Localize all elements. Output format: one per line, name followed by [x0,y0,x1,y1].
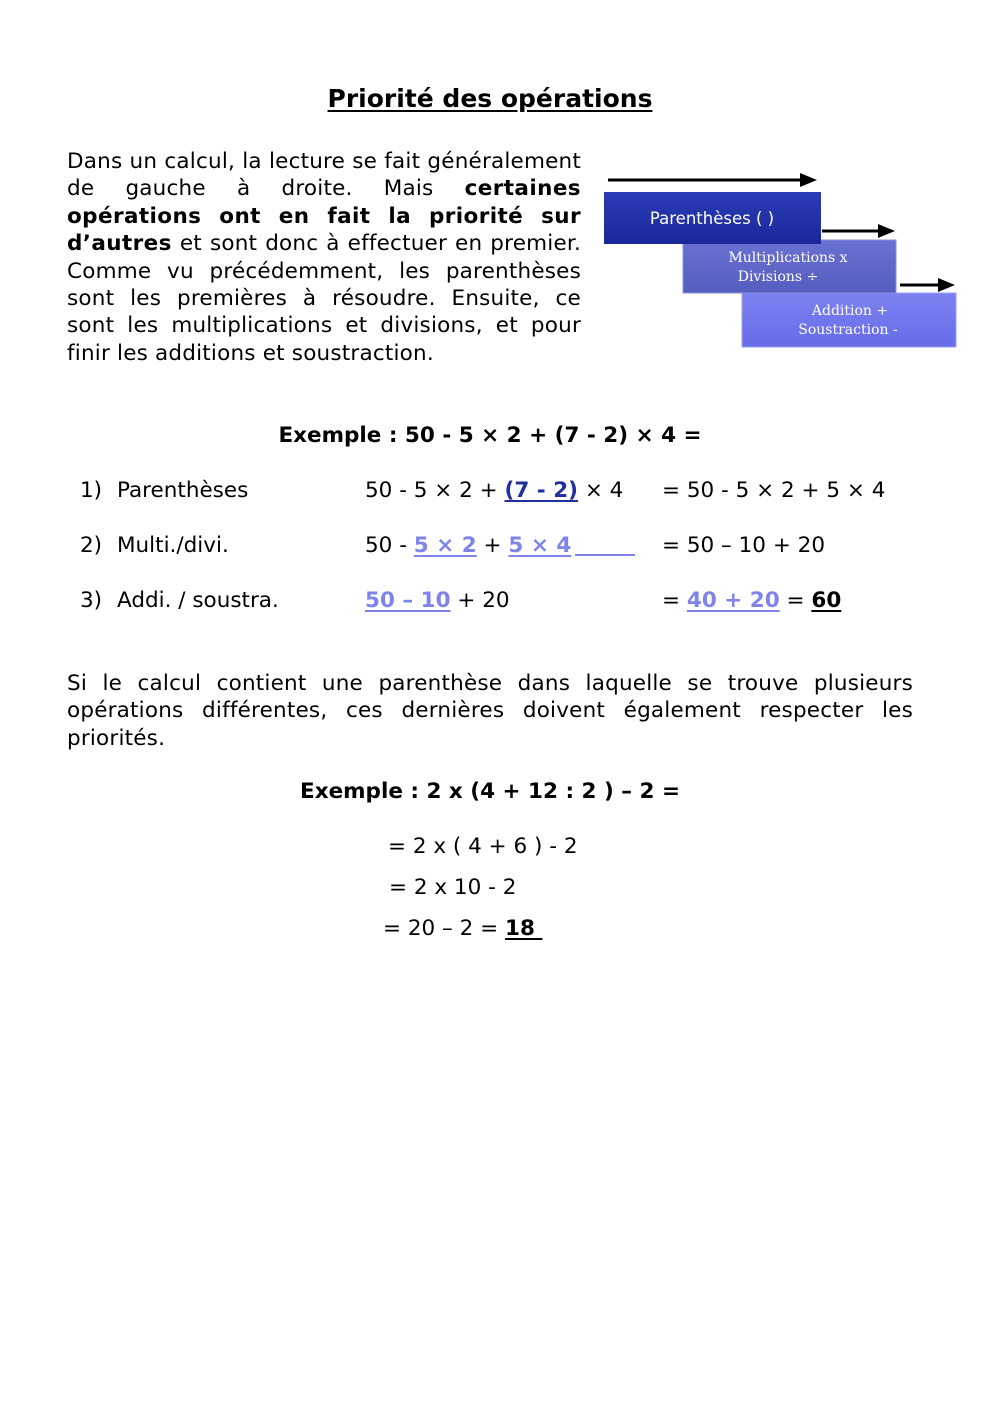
example2-title: Exemple : 2 x (4 + 12 : 2 ) – 2 = [300,779,680,804]
step3-highlight: 50 – 10 [365,588,451,613]
diagram-label-soustraction: Soustraction - [798,322,898,338]
example2-line-3 [383,916,542,941]
step1-label: Parenthèses [117,478,249,503]
step2-highlight-1: 5 × 2 [413,533,477,558]
arrow-icon-2 [822,224,895,238]
step1-pre: 50 - 5 × 2 + [365,478,505,503]
step2-underline [575,554,635,556]
intro-bold-text: certaines opérations ont en fait la priorité sur d’autres [67,176,581,257]
step2-mid: + [476,533,509,558]
step2-result: = 50 – 10 + 20 [662,533,826,558]
example2-final-result: 18 [505,916,535,941]
example1-title: Exemple : 50 - 5 × 2 + (7 - 2) × 4 = [278,423,702,448]
step3-num: 3) [80,588,103,613]
step3-final-result: 60 [811,588,842,613]
example2-last-pre: = 20 – 2 = [383,916,505,941]
diagram-label-addition: Addition + [811,303,889,319]
intro-paragraph [67,148,581,367]
second-paragraph: Si le calcul contient une parenthèse dans laquelle se trouve plusieurs opérations différentes, ces dernières doivent également respecter les priorités. [67,671,913,751]
priority-diagram [600,160,965,355]
diagram-label-parentheses: Parenthèses ( ) [649,209,775,228]
step3-res-mid: = [779,588,812,613]
intro-text-2: et sont donc à effectuer en premier. Comme vu précédemment, les parenthèses sont les premières à résoudre. Ensuite, ce sont les multiplications et divisions, et pour finir les additions et soustraction. [67,231,581,366]
step3-res-highlight: 40 + 20 [686,588,780,613]
step1-num: 1) [80,478,103,503]
step2-pre: 50 - [365,533,414,558]
step1-highlight: (7 - 2) [504,478,578,503]
step3-expression [365,588,510,613]
step3-label: Addi. / soustra. [117,588,279,613]
example2-line-1: = 2 x ( 4 + 6 ) - 2 [388,834,578,859]
example2-underline-tail [535,916,543,941]
step1-expression [365,478,623,503]
box-multiplication [683,240,896,293]
diagram-label-multiplications: Multiplications x [728,250,848,266]
step2-label: Multi./divi. [117,533,229,558]
step3-post: + 20 [450,588,510,613]
page-title: Priorité des opérations [327,84,653,113]
step2-expression [365,533,635,558]
arrow-icon-1 [608,173,817,187]
step3-result [662,588,841,613]
arrow-icon-3 [900,278,955,292]
step2-num: 2) [80,533,103,558]
intro-text-1: Dans un calcul, la lecture se fait généralement de gauche à droite. Mais [67,149,581,202]
example2-line-2: = 2 x 10 - 2 [389,875,517,900]
step3-res-pre: = [662,588,687,613]
diagram-label-divisions: Divisions ÷ [737,269,819,285]
step2-highlight-2: 5 × 4 [508,533,572,558]
step1-post: × 4 [577,478,624,503]
box-addition [742,293,956,347]
step1-result: = 50 - 5 × 2 + 5 × 4 [662,478,886,503]
